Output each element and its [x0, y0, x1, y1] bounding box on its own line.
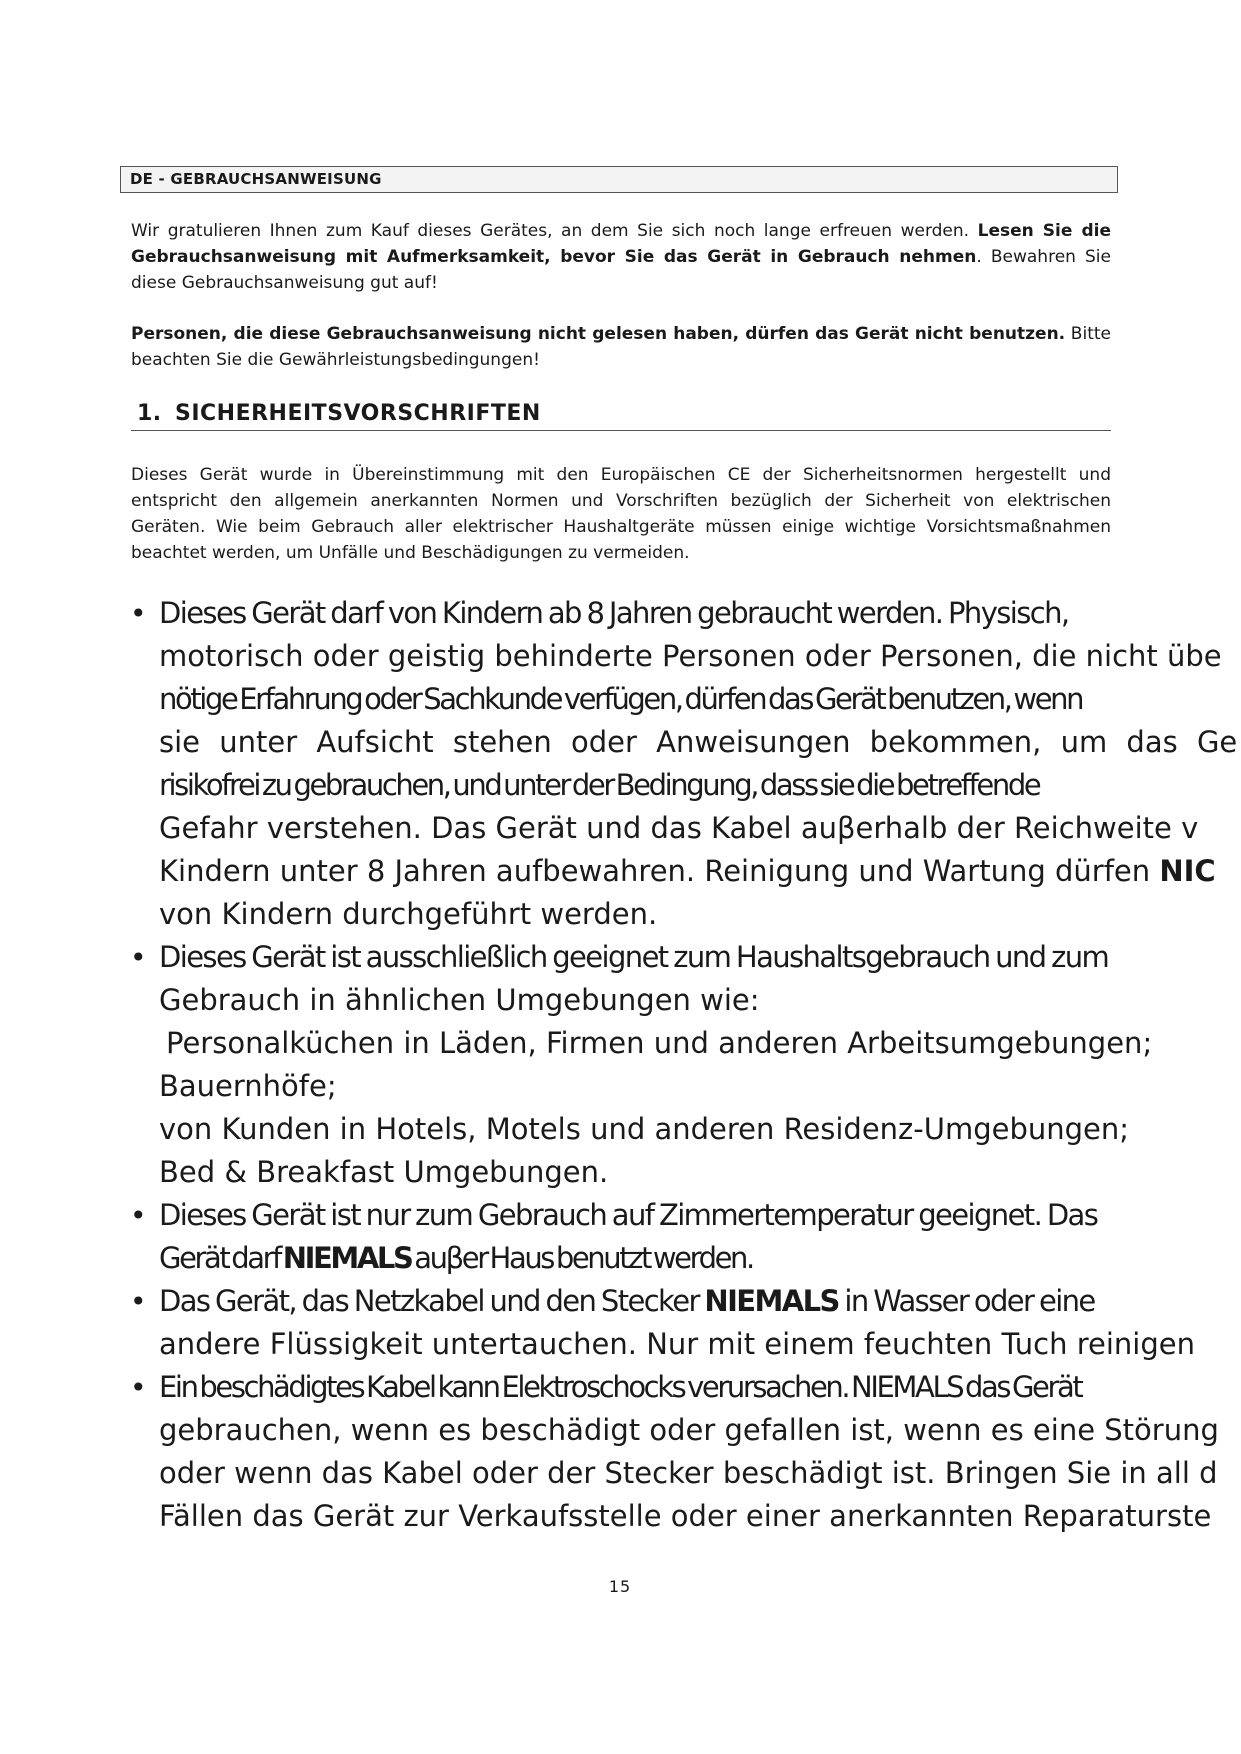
safety-paragraph: Dieses Gerät wurde in Übereinstimmung mit den Europäischen CE der Sicherheitsnormen hergestellt und entspricht den allgemein anerkannten Normen und Vorschriften bezüglich der Sicherheit von elektrischen Geräten. Wie beim Gebrauch aller elektrischer Haushaltgeräte müssen einige wichtige Vorsichtsmaßnahmen beachtet werden, um Unfälle und Beschädigungen zu vermeiden. [131, 465, 1111, 563]
document-header: DE - GEBRAUCHSANWEISUNG [120, 166, 1118, 193]
bullet-line: gebrauchen, wenn es beschädigt oder gefallen ist, wenn es eine Störung [159, 1413, 1219, 1447]
bullet-text: Das Gerät, das Netzkabel und den Stecker [159, 1284, 705, 1318]
bullet-line: Dieses Gerät ist ausschließlich geeignet zum Haushaltsgebrauch und zum [159, 940, 1109, 974]
bullet-emphasis: NIEMALS [282, 1241, 412, 1275]
bullet-list [128, 592, 1238, 1538]
bullet-text: Gerät darf [159, 1241, 283, 1275]
bullet-line: oder wenn das Kabel oder der Stecker beschädigt ist. Bringen Sie in all d [159, 1456, 1218, 1490]
intro-warranty-text: Bitte beachten Sie die Gewährleistungsbedingungen! [131, 324, 1111, 370]
bullet-line: Gebrauch in ähnlichen Umgebungen wie: [159, 983, 760, 1017]
bullet-icon: • [130, 1199, 147, 1232]
bullet-icon: • [130, 597, 147, 630]
intro-warning: Personen, die diese Gebrauchsanweisung nicht gelesen haben, dürfen das Gerät nicht benutzen. [131, 324, 1066, 344]
bullet-line: nötige Erfahrung oder Sachkunde verfügen, dürfen das Gerät benutzen, wenn [159, 682, 1083, 716]
bullet-text: Kindern unter 8 Jahren aufbewahren. Reinigung und Wartung dürfen [159, 854, 1160, 888]
bullet-line [159, 1280, 1198, 1323]
bullet-icon: • [130, 1371, 147, 1404]
list-item [128, 1280, 1198, 1366]
intro-text: Wir gratulieren Ihnen zum Kauf dieses Gerätes, an dem Sie sich noch lange erfreuen werden. [131, 221, 978, 241]
bullet-emphasis: NIEMALS [704, 1284, 839, 1318]
page-number: 15 [608, 1577, 632, 1596]
bullet-line: Dieses Gerät ist nur zum Gebrauch auf Zimmertemperatur geeignet. Das [159, 1198, 1098, 1232]
bullet-line [159, 1237, 1198, 1280]
bullet-line: Dieses Gerät darf von Kindern ab 8 Jahren gebraucht werden. Physisch, [159, 596, 1069, 630]
intro-text-end: . Bewahren Sie diese Gebrauchsanweisung gut auf! [131, 247, 1111, 293]
bullet-line: motorisch oder geistig behinderte Personen oder Personen, die nicht übe [159, 639, 1222, 673]
bullet-icon: • [130, 941, 147, 974]
list-item [128, 1366, 1219, 1538]
list-item [128, 1194, 1198, 1280]
bullet-line: sie unter Aufsicht stehen oder Anweisungen bekommen, um das Ge [159, 725, 1238, 759]
bullet-line: Bauernhöfe; [159, 1069, 337, 1103]
bullet-line: von Kunden in Hotels, Motels und anderen Residenz-Umgebungen; [159, 1112, 1130, 1146]
bullet-line: Ein beschädigtes Kabel kann Elektroschocks verursachen. NIEMALS das Gerät [159, 1370, 1082, 1404]
bullet-line: Personalküchen in Läden, Firmen und anderen Arbeitsumgebungen; [166, 1026, 1153, 1060]
intro-emphasis: Lesen Sie die Gebrauchsanweisung mit Aufmerksamkeit, bevor Sie das Gerät in Gebrauch nehmen [131, 221, 1111, 267]
bullet-line: von Kindern durchgeführt werden. [159, 897, 658, 931]
bullet-line: Gefahr verstehen. Das Gerät und das Kabel auβerhalb der Reichweite v [159, 811, 1199, 845]
bullet-line: risikofrei zu gebrauchen, und unter der Bedingung, dass sie die betreffende [159, 768, 1040, 802]
list-item [128, 592, 1238, 936]
bullet-icon: • [130, 1285, 147, 1318]
list-item [128, 936, 1198, 1194]
bullet-text: in Wasser oder eine [838, 1284, 1095, 1318]
bullet-line [159, 850, 1216, 893]
section-number: 1. [137, 401, 162, 426]
bullet-emphasis: NIC [1159, 854, 1216, 888]
bullet-text: auβer Haus benutzt werden. [411, 1241, 753, 1275]
bullet-line: Fällen das Gerät zur Verkaufsstelle oder einer anerkannten Reparaturste [159, 1499, 1212, 1533]
section-title: SICHERHEITSVORSCHRIFTEN [175, 401, 541, 426]
bullet-line: andere Flüssigkeit untertauchen. Nur mit einem feuchten Tuch reinigen [159, 1327, 1195, 1361]
bullet-line: Bed & Breakfast Umgebungen. [159, 1155, 609, 1189]
